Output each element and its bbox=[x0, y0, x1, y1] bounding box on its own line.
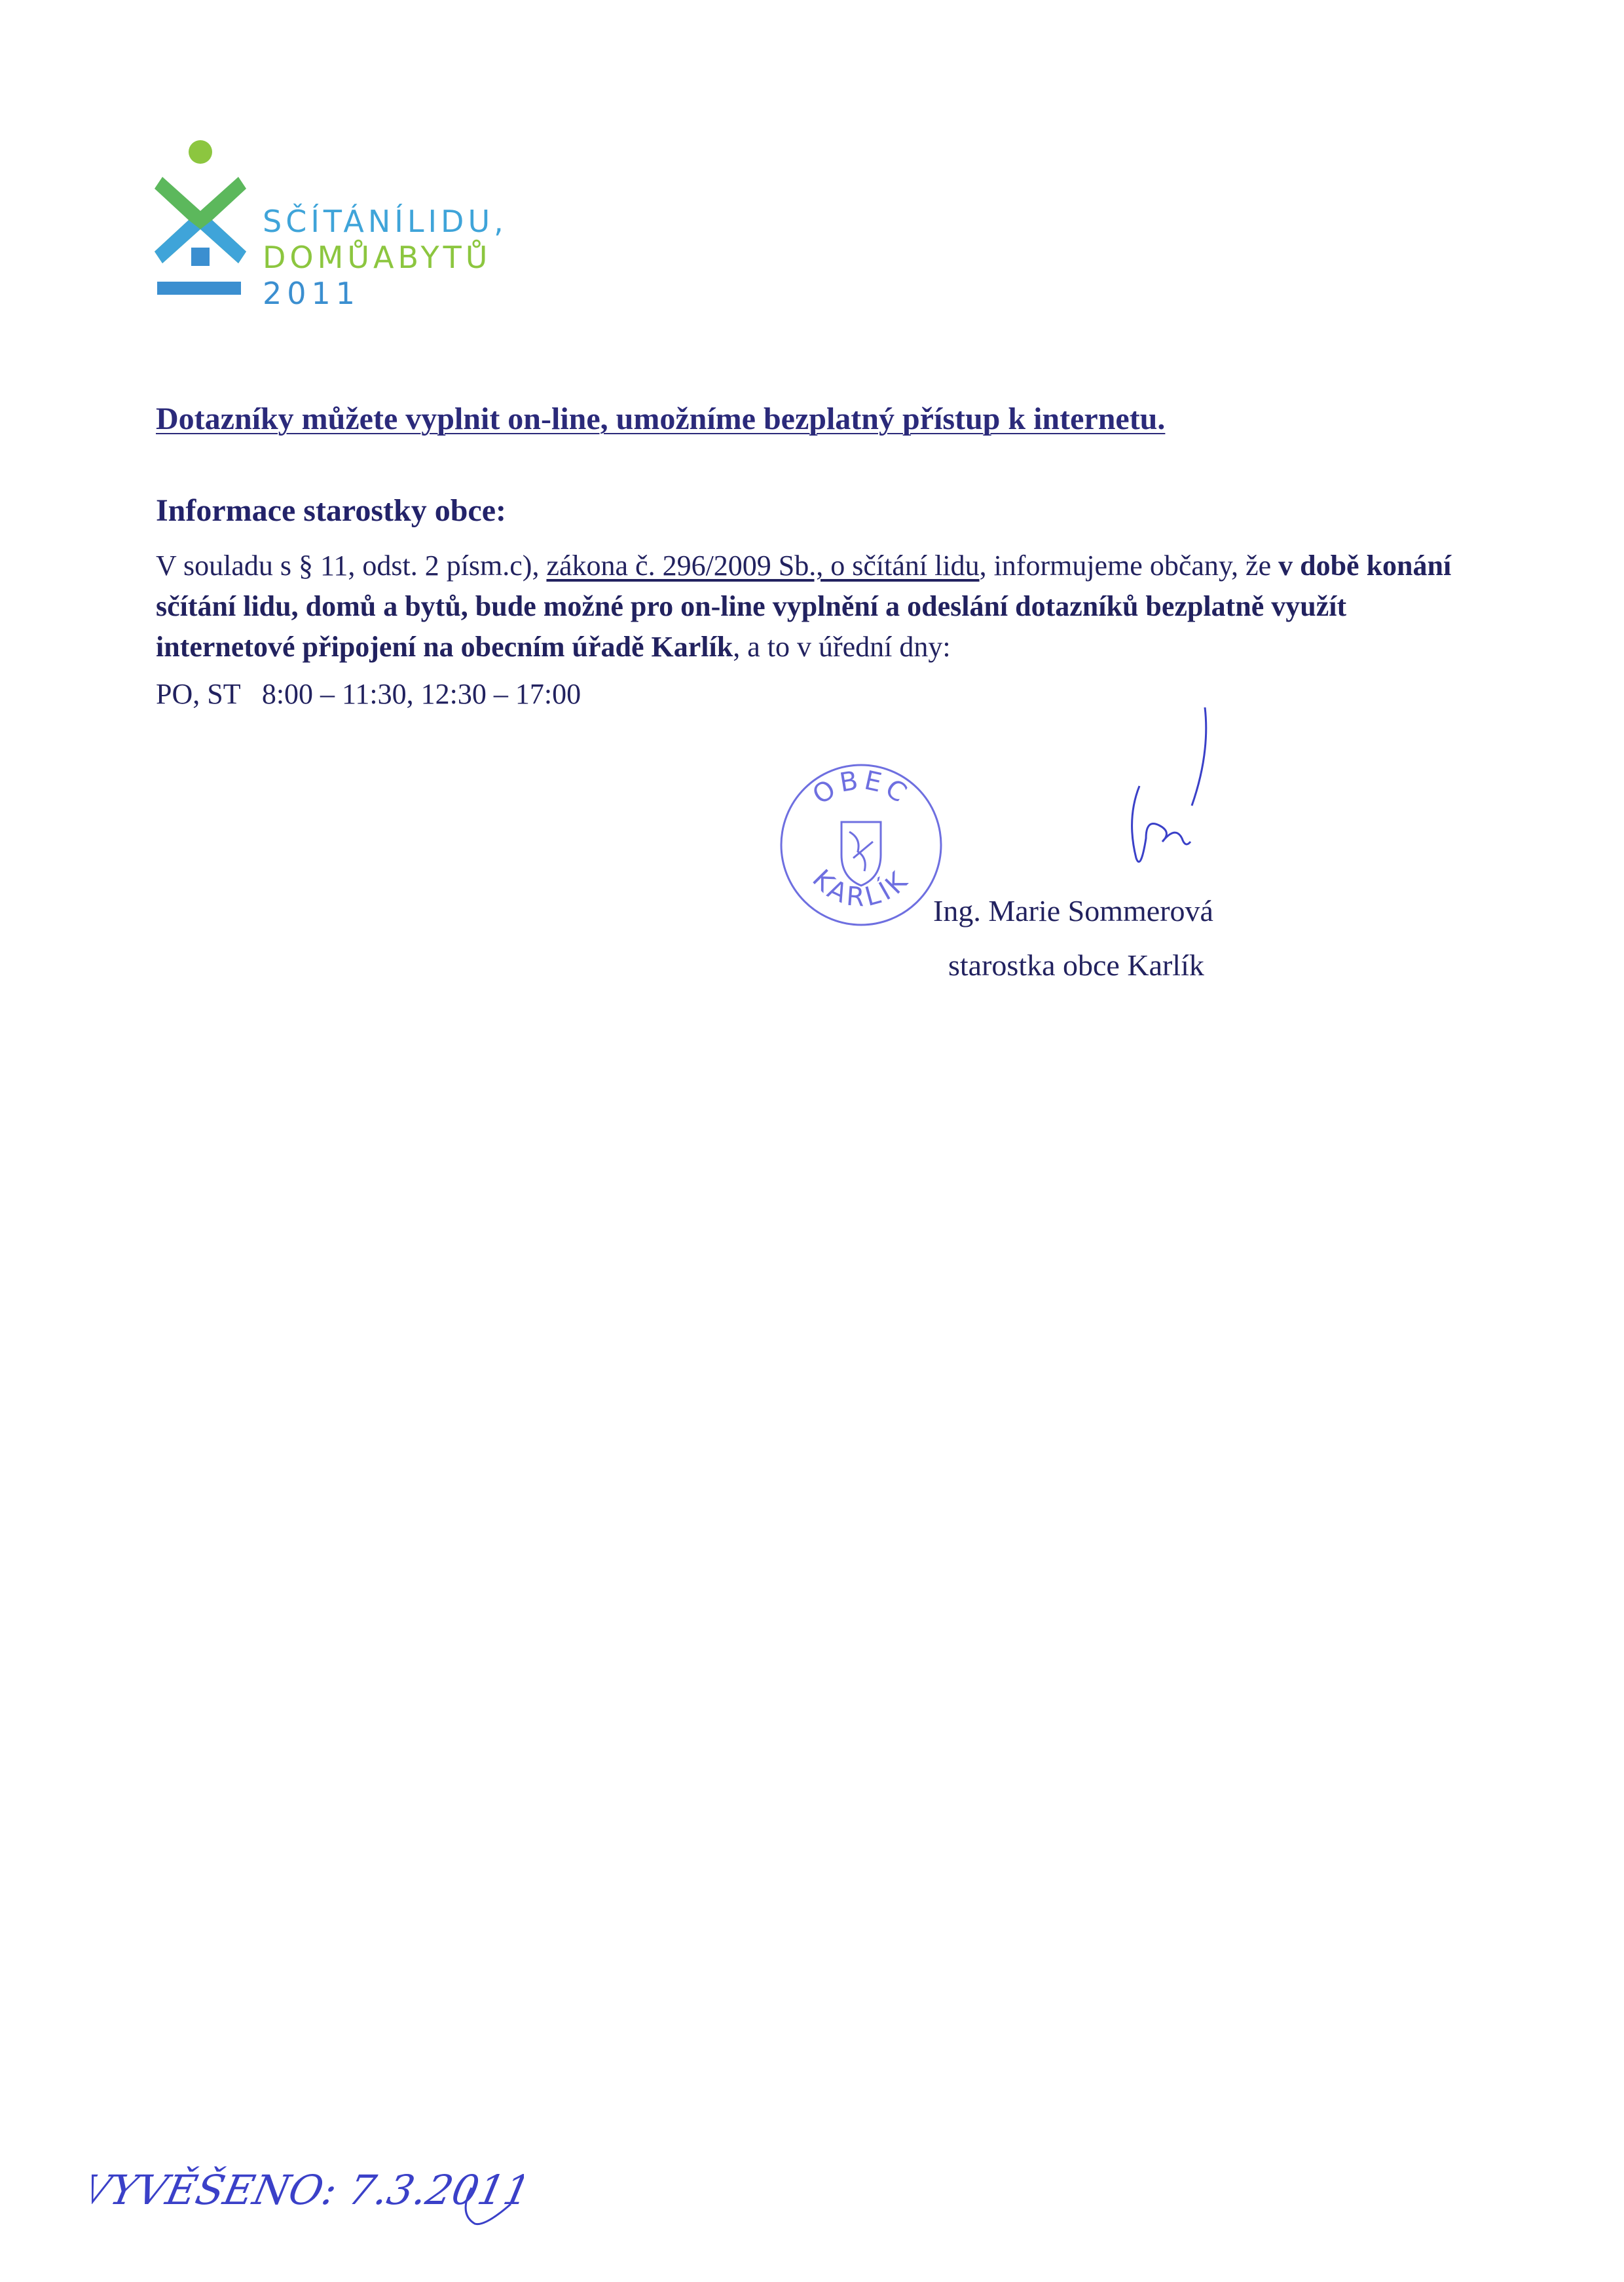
logo-line-1: SČÍTÁNÍLIDU, bbox=[263, 204, 507, 239]
svg-text:VYVĚŠENO: 7.3.2011: VYVĚŠENO: 7.3.2011 bbox=[92, 2166, 524, 2214]
census-figure-icon bbox=[155, 138, 259, 308]
signer-title: starostka obce Karlík bbox=[948, 948, 1204, 982]
office-hours bbox=[156, 677, 581, 711]
office-times: 8:00 – 11:30, 12:30 – 17:00 bbox=[261, 678, 581, 710]
handwritten-signature bbox=[1100, 707, 1244, 878]
handwritten-posted-note bbox=[92, 2142, 524, 2240]
logo-line-2: DOMŮABYTŮ bbox=[263, 240, 492, 275]
logo-year: 2011 bbox=[263, 276, 361, 311]
paragraph-after-link: , informujeme občany, že bbox=[979, 550, 1279, 582]
official-stamp bbox=[776, 760, 946, 930]
subheading: Informace starostky obce: bbox=[156, 493, 507, 528]
signer-name: Ing. Marie Sommerová bbox=[933, 894, 1213, 927]
law-reference-link[interactable]: zákona č. 296/2009 Sb., o sčítání lidu bbox=[546, 550, 980, 582]
paragraph-intro: V souladu s § 11, odst. 2 písm.c), bbox=[156, 550, 547, 582]
office-days: PO, ST bbox=[156, 678, 240, 710]
info-paragraph bbox=[156, 546, 1485, 667]
svg-text:KARLÍK bbox=[806, 864, 915, 913]
headline: Dotazníky můžete vyplnit on-line, umožníme bezplatný přístup k internetu. bbox=[156, 402, 1166, 436]
stamp-bottom-text: KARLÍK bbox=[806, 863, 916, 913]
paragraph-ending: , a to v úřední dny: bbox=[733, 631, 951, 663]
stamp-icon bbox=[776, 760, 946, 930]
stamp-top-text: OBEC bbox=[807, 764, 915, 811]
paragraph-bold: v době konání sčítání lidu, domů a bytů, bude možné pro on-line vyplnění a odeslání dotazníků bezplatně využít internetové připojení na obecním úřadě Karlík bbox=[156, 550, 1452, 663]
signature-scribble bbox=[1100, 707, 1244, 878]
census-logo bbox=[155, 138, 507, 314]
svg-text:OBEC bbox=[807, 765, 915, 811]
posted-note-scribble bbox=[92, 2142, 524, 2240]
